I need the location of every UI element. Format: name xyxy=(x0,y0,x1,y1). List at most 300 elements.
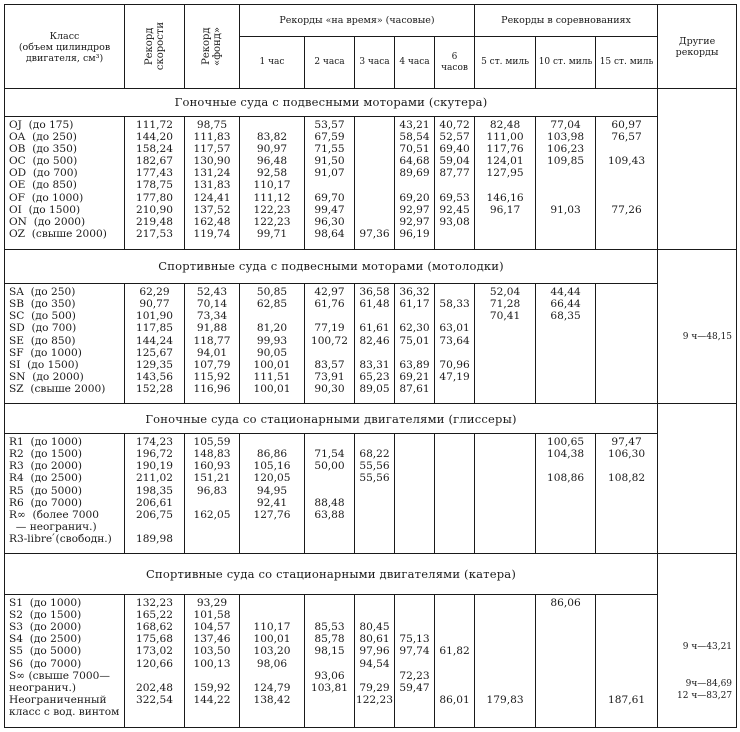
record-value xyxy=(395,533,434,545)
record-value xyxy=(395,609,434,621)
record-value xyxy=(596,322,657,334)
record-value: 119,74 xyxy=(193,228,231,241)
record-value: 76,57 xyxy=(611,130,642,143)
record-value xyxy=(355,216,394,228)
record-value xyxy=(536,509,595,521)
record-value xyxy=(475,609,535,621)
class-label: S3 (до 2000) xyxy=(9,620,82,633)
section-title: Спортивные суда с подвесными моторами (мотолодки) xyxy=(5,249,658,283)
column-values-h4 xyxy=(395,116,435,249)
fund-record-header-label: Рекорд «фонд» xyxy=(201,27,223,66)
record-value xyxy=(240,670,304,682)
record-value xyxy=(355,497,394,509)
record-value: 109,85 xyxy=(547,155,585,168)
record-value xyxy=(536,179,595,191)
class-label: SD (до 700) xyxy=(9,322,77,335)
record-value: 106,30 xyxy=(608,448,646,461)
record-value: 105,16 xyxy=(253,460,291,473)
record-value xyxy=(435,533,474,545)
record-value xyxy=(395,521,434,533)
record-value: 175,68 xyxy=(135,633,174,646)
records-table xyxy=(4,4,737,728)
record-value: 168,62 xyxy=(135,620,174,633)
record-value: 94,54 xyxy=(359,657,390,670)
other-record-note: 12 ч—83,27 xyxy=(677,690,733,701)
record-value: 101,58 xyxy=(193,608,231,621)
record-value: 143,56 xyxy=(135,371,174,384)
record-value xyxy=(305,597,354,609)
record-value xyxy=(240,597,304,609)
record-value: 98,75 xyxy=(196,118,228,131)
record-value xyxy=(475,335,535,347)
record-value xyxy=(596,371,657,383)
record-value xyxy=(536,335,595,347)
record-value xyxy=(536,216,595,228)
record-value xyxy=(536,359,595,371)
record-value xyxy=(475,472,535,484)
record-value xyxy=(596,359,657,371)
record-value: 61,76 xyxy=(314,297,345,310)
record-value xyxy=(435,448,474,460)
record-value: 89,69 xyxy=(399,167,430,180)
column-values-speed xyxy=(125,594,185,727)
column-values-h1 xyxy=(240,594,305,727)
column-values-m5 xyxy=(475,594,536,727)
record-value xyxy=(475,216,535,228)
column-header-class xyxy=(5,5,125,89)
class-label: S2 (до 1500) xyxy=(9,608,82,621)
record-value: 162,05 xyxy=(193,509,231,522)
record-value: 99,47 xyxy=(314,203,345,216)
record-value: 70,96 xyxy=(439,358,470,371)
class-label: SE (до 850) xyxy=(9,334,76,347)
record-value xyxy=(305,658,354,670)
record-value: 100,01 xyxy=(253,358,291,371)
record-value xyxy=(596,682,657,694)
record-value: 196,72 xyxy=(135,448,174,461)
record-value: 66,44 xyxy=(550,297,581,310)
column-values-h3 xyxy=(355,283,395,403)
class-label: OC (до 500) xyxy=(9,155,78,168)
record-value: 85,78 xyxy=(314,633,345,646)
record-value: 82,46 xyxy=(359,334,390,347)
record-value: 108,86 xyxy=(547,472,585,485)
record-value: 182,67 xyxy=(135,155,174,168)
column-values-h4 xyxy=(395,283,435,403)
column-values-m5 xyxy=(475,116,536,249)
record-value: 124,41 xyxy=(193,191,231,204)
record-value xyxy=(536,645,595,657)
record-value xyxy=(536,460,595,472)
record-value xyxy=(305,485,354,497)
record-value: 59,04 xyxy=(439,155,470,168)
record-value: 69,40 xyxy=(439,142,470,155)
record-value: 97,36 xyxy=(359,228,390,241)
column-values-h2 xyxy=(305,594,355,727)
record-value xyxy=(536,347,595,359)
record-value xyxy=(475,228,535,240)
column-values-h4 xyxy=(395,594,435,727)
record-value: 69,20 xyxy=(399,191,430,204)
other-records-header-label: Другие рекорды xyxy=(675,35,719,58)
record-value xyxy=(435,383,474,395)
record-value: 97,74 xyxy=(399,645,430,658)
record-value xyxy=(305,347,354,359)
record-value: 71,28 xyxy=(489,297,521,310)
record-value: 146,16 xyxy=(486,191,524,204)
record-value: 210,90 xyxy=(135,203,174,216)
record-value: 77,26 xyxy=(611,203,642,216)
record-value: 117,76 xyxy=(486,142,524,155)
record-value: 206,75 xyxy=(135,509,174,522)
record-value: 90,05 xyxy=(256,346,288,359)
class-label: SI (до 1500) xyxy=(9,358,79,371)
record-value: 110,17 xyxy=(253,179,291,192)
record-value xyxy=(435,497,474,509)
record-value xyxy=(185,497,239,509)
class-label: S4 (до 2500) xyxy=(9,633,82,646)
record-value xyxy=(355,521,394,533)
record-value: 53,57 xyxy=(314,118,345,131)
record-value xyxy=(435,609,474,621)
record-value xyxy=(240,310,304,322)
record-value xyxy=(596,335,657,347)
speed-record-header-label: Рекорд скорости xyxy=(143,22,166,71)
class-label: OJ (до 175) xyxy=(9,118,74,131)
record-value xyxy=(475,597,535,609)
record-value xyxy=(596,645,657,657)
record-value: 61,17 xyxy=(399,297,430,310)
record-value: 63,01 xyxy=(439,322,470,335)
subheader-6-hours: 6 часов xyxy=(435,37,475,89)
record-value: 117,57 xyxy=(193,142,231,155)
record-value: 189,98 xyxy=(135,533,174,546)
record-value: 217,53 xyxy=(135,228,174,241)
record-value xyxy=(435,460,474,472)
column-values-h6 xyxy=(435,116,475,249)
record-value xyxy=(596,633,657,645)
record-value: 63,89 xyxy=(399,358,430,371)
record-value: 90,30 xyxy=(314,383,345,396)
record-value xyxy=(435,228,474,240)
record-value xyxy=(435,509,474,521)
record-value: 137,46 xyxy=(193,633,231,646)
column-values-m5 xyxy=(475,433,536,553)
record-value xyxy=(596,228,657,240)
column-values-m5 xyxy=(475,283,536,403)
section-title: Гоночные суда со стационарными двигателями (глиссеры) xyxy=(5,404,658,434)
record-value xyxy=(596,621,657,633)
record-value: 132,23 xyxy=(135,596,174,609)
record-value: 93,08 xyxy=(439,216,470,229)
column-values-class xyxy=(5,594,125,727)
record-value: 88,48 xyxy=(314,496,345,509)
record-value xyxy=(475,359,535,371)
record-value xyxy=(596,179,657,191)
section-title: Гоночные суда с подвесными моторами (скутера) xyxy=(5,89,658,117)
class-label: R1 (до 1000) xyxy=(9,435,82,448)
record-value: 104,57 xyxy=(193,620,231,633)
record-value: 96,83 xyxy=(196,484,228,497)
time-records-header-label: Рекорды «на время» (часовые) xyxy=(279,15,435,26)
record-value xyxy=(596,286,657,298)
record-value: 131,24 xyxy=(193,167,231,180)
record-value: 59,47 xyxy=(399,681,430,694)
record-value: 86,06 xyxy=(550,596,581,609)
record-value: 159,92 xyxy=(193,681,231,694)
record-value: 111,83 xyxy=(193,130,231,143)
record-value xyxy=(395,694,434,706)
record-value: 52,04 xyxy=(489,285,521,298)
record-value xyxy=(536,658,595,670)
record-value: 92,58 xyxy=(256,167,288,180)
record-value: 105,59 xyxy=(193,435,231,448)
record-value xyxy=(596,658,657,670)
column-values-speed xyxy=(125,116,185,249)
record-value xyxy=(240,521,304,533)
record-value xyxy=(355,609,394,621)
record-value xyxy=(395,460,434,472)
record-value xyxy=(395,706,434,718)
record-value: 77,04 xyxy=(550,118,581,131)
record-value: 198,35 xyxy=(135,484,174,497)
subheader-10-miles: 10 ст. миль xyxy=(536,37,596,89)
column-group-time-records xyxy=(240,5,475,37)
column-values-h3 xyxy=(355,594,395,727)
record-value: 151,21 xyxy=(193,472,231,485)
record-value xyxy=(596,192,657,204)
record-value xyxy=(395,597,434,609)
column-values-m10 xyxy=(536,283,596,403)
class-label: OE (до 850) xyxy=(9,179,77,192)
record-value xyxy=(475,179,535,191)
record-value: 69,21 xyxy=(399,371,430,384)
column-values-h3 xyxy=(355,433,395,553)
record-value xyxy=(536,228,595,240)
record-value: 122,23 xyxy=(253,216,291,229)
record-value xyxy=(395,658,434,670)
record-value xyxy=(475,706,535,718)
record-value: 70,41 xyxy=(489,310,521,323)
record-value: 100,65 xyxy=(547,435,585,448)
record-value xyxy=(536,533,595,545)
record-value: 98,64 xyxy=(314,228,345,241)
record-value xyxy=(596,167,657,179)
record-value xyxy=(475,658,535,670)
record-value: 99,71 xyxy=(256,228,288,241)
competition-records-header-label: Рекорды в соревнованиях xyxy=(501,15,631,26)
column-values-fund xyxy=(185,594,240,727)
record-value: 94,95 xyxy=(256,484,288,497)
record-value: 202,48 xyxy=(135,681,174,694)
record-value xyxy=(536,621,595,633)
record-value: 94,01 xyxy=(196,346,228,359)
record-value: 116,96 xyxy=(193,383,231,396)
record-value: 69,70 xyxy=(314,191,345,204)
record-value xyxy=(305,521,354,533)
record-value: 50,00 xyxy=(314,460,345,473)
record-value xyxy=(536,322,595,334)
column-values-m10 xyxy=(536,594,596,727)
class-label: R3-libre ́(свободн.) xyxy=(9,533,112,546)
column-values-class xyxy=(5,283,125,403)
other-records-notes xyxy=(658,404,736,553)
record-value: 81,20 xyxy=(256,322,288,335)
record-value xyxy=(536,192,595,204)
record-value xyxy=(596,383,657,395)
record-value xyxy=(355,706,394,718)
record-value xyxy=(475,460,535,472)
record-value xyxy=(435,621,474,633)
class-label: класс с вод. винтом xyxy=(9,706,120,719)
record-value xyxy=(596,460,657,472)
other-record-note: 9ч—84,69 xyxy=(685,678,733,689)
record-value: 47,19 xyxy=(439,371,470,384)
record-value xyxy=(355,179,394,191)
record-value: 58,54 xyxy=(399,130,430,143)
record-value: 118,77 xyxy=(193,334,231,347)
record-value xyxy=(355,670,394,682)
record-value: 89,05 xyxy=(359,383,390,396)
record-value xyxy=(475,533,535,545)
record-value: 219,48 xyxy=(135,216,174,229)
column-values-speed xyxy=(125,433,185,553)
record-value: 115,92 xyxy=(193,371,231,384)
class-label: R6 (до 7000) xyxy=(9,496,82,509)
record-value xyxy=(596,670,657,682)
record-value: 82,48 xyxy=(489,118,521,131)
record-value: 109,43 xyxy=(608,155,646,168)
record-value: 131,83 xyxy=(193,179,231,192)
record-value xyxy=(475,371,535,383)
record-value xyxy=(305,694,354,706)
class-label: R∞ (более 7000 xyxy=(9,509,100,522)
record-value: 106,23 xyxy=(547,142,585,155)
record-value: 100,01 xyxy=(253,383,291,396)
record-value: 178,75 xyxy=(135,179,174,192)
record-value: 177,43 xyxy=(135,167,174,180)
record-value xyxy=(395,436,434,448)
record-value xyxy=(536,167,595,179)
record-value: 92,97 xyxy=(399,216,430,229)
record-value: 108,82 xyxy=(608,472,646,485)
column-values-h1 xyxy=(240,433,305,553)
record-value xyxy=(185,521,239,533)
record-value: 130,90 xyxy=(193,155,231,168)
column-values-m15 xyxy=(596,283,658,403)
record-value: 72,23 xyxy=(399,669,430,682)
record-value: 144,20 xyxy=(135,130,174,143)
record-value xyxy=(355,131,394,143)
record-value xyxy=(536,706,595,718)
record-value: 100,72 xyxy=(310,334,349,347)
other-records-cell xyxy=(658,89,737,250)
record-value: 75,01 xyxy=(399,334,430,347)
record-value xyxy=(435,286,474,298)
record-value xyxy=(395,497,434,509)
record-value xyxy=(435,436,474,448)
column-values-h6 xyxy=(435,283,475,403)
record-value xyxy=(435,597,474,609)
record-value xyxy=(475,509,535,521)
record-value: 111,51 xyxy=(253,371,291,384)
class-label: SA (до 250) xyxy=(9,285,76,298)
record-value: 80,61 xyxy=(359,633,390,646)
record-value xyxy=(355,533,394,545)
record-value: 120,05 xyxy=(253,472,291,485)
record-value: 91,88 xyxy=(196,322,228,335)
record-value: 92,45 xyxy=(439,203,470,216)
record-value: 61,48 xyxy=(359,297,390,310)
section-title: Спортивные суда со стационарными двигателями (катера) xyxy=(5,554,658,594)
record-value: 52,57 xyxy=(439,130,470,143)
record-value: 68,22 xyxy=(359,448,390,461)
record-value: 83,57 xyxy=(314,358,345,371)
subheader-4-hours: 4 часа xyxy=(395,37,435,89)
record-value xyxy=(305,310,354,322)
record-value xyxy=(185,706,239,718)
record-value xyxy=(536,694,595,706)
subheader-3-hours: 3 часа xyxy=(355,37,395,89)
record-value xyxy=(435,521,474,533)
record-value: 122,23 xyxy=(253,203,291,216)
record-value xyxy=(536,609,595,621)
record-value: 75,13 xyxy=(399,633,430,646)
record-value: 173,02 xyxy=(135,645,174,658)
subheader-5-miles: 5 ст. миль xyxy=(475,37,536,89)
record-value: 96,17 xyxy=(489,203,521,216)
record-value: 125,67 xyxy=(135,346,174,359)
record-value: 122,23 xyxy=(355,694,394,707)
other-record-note: 9 ч—48,15 xyxy=(682,331,733,342)
record-value xyxy=(596,298,657,310)
subheader-1-hour: 1 час xyxy=(240,37,305,89)
record-value xyxy=(240,609,304,621)
record-value: 90,77 xyxy=(139,297,170,310)
record-value xyxy=(475,448,535,460)
record-value xyxy=(536,485,595,497)
record-value: 55,56 xyxy=(359,472,390,485)
record-value: 87,61 xyxy=(399,383,430,396)
record-value xyxy=(596,497,657,509)
record-value xyxy=(475,485,535,497)
class-label: R2 (до 1500) xyxy=(9,448,82,461)
class-label: S6 (до 7000) xyxy=(9,657,82,670)
record-value: 100,01 xyxy=(253,633,291,646)
record-value xyxy=(305,533,354,545)
class-label: S∞ (свыше 7000— xyxy=(9,669,110,682)
record-value xyxy=(125,670,184,682)
record-value: 64,68 xyxy=(399,155,430,168)
record-value: 127,95 xyxy=(486,167,524,180)
class-label: OI (до 1500) xyxy=(9,203,81,216)
record-value: 60,97 xyxy=(611,118,642,131)
record-value xyxy=(435,670,474,682)
record-value: 103,98 xyxy=(547,130,585,143)
record-value xyxy=(475,436,535,448)
record-value xyxy=(240,533,304,545)
record-value: 63,88 xyxy=(314,509,345,522)
column-values-h2 xyxy=(305,116,355,249)
record-value xyxy=(435,347,474,359)
record-value: 92,97 xyxy=(399,203,430,216)
record-value xyxy=(475,347,535,359)
column-values-m10 xyxy=(536,116,596,249)
record-value xyxy=(355,192,394,204)
record-value xyxy=(125,521,184,533)
record-value: 91,03 xyxy=(550,203,581,216)
column-values-m15 xyxy=(596,594,658,727)
